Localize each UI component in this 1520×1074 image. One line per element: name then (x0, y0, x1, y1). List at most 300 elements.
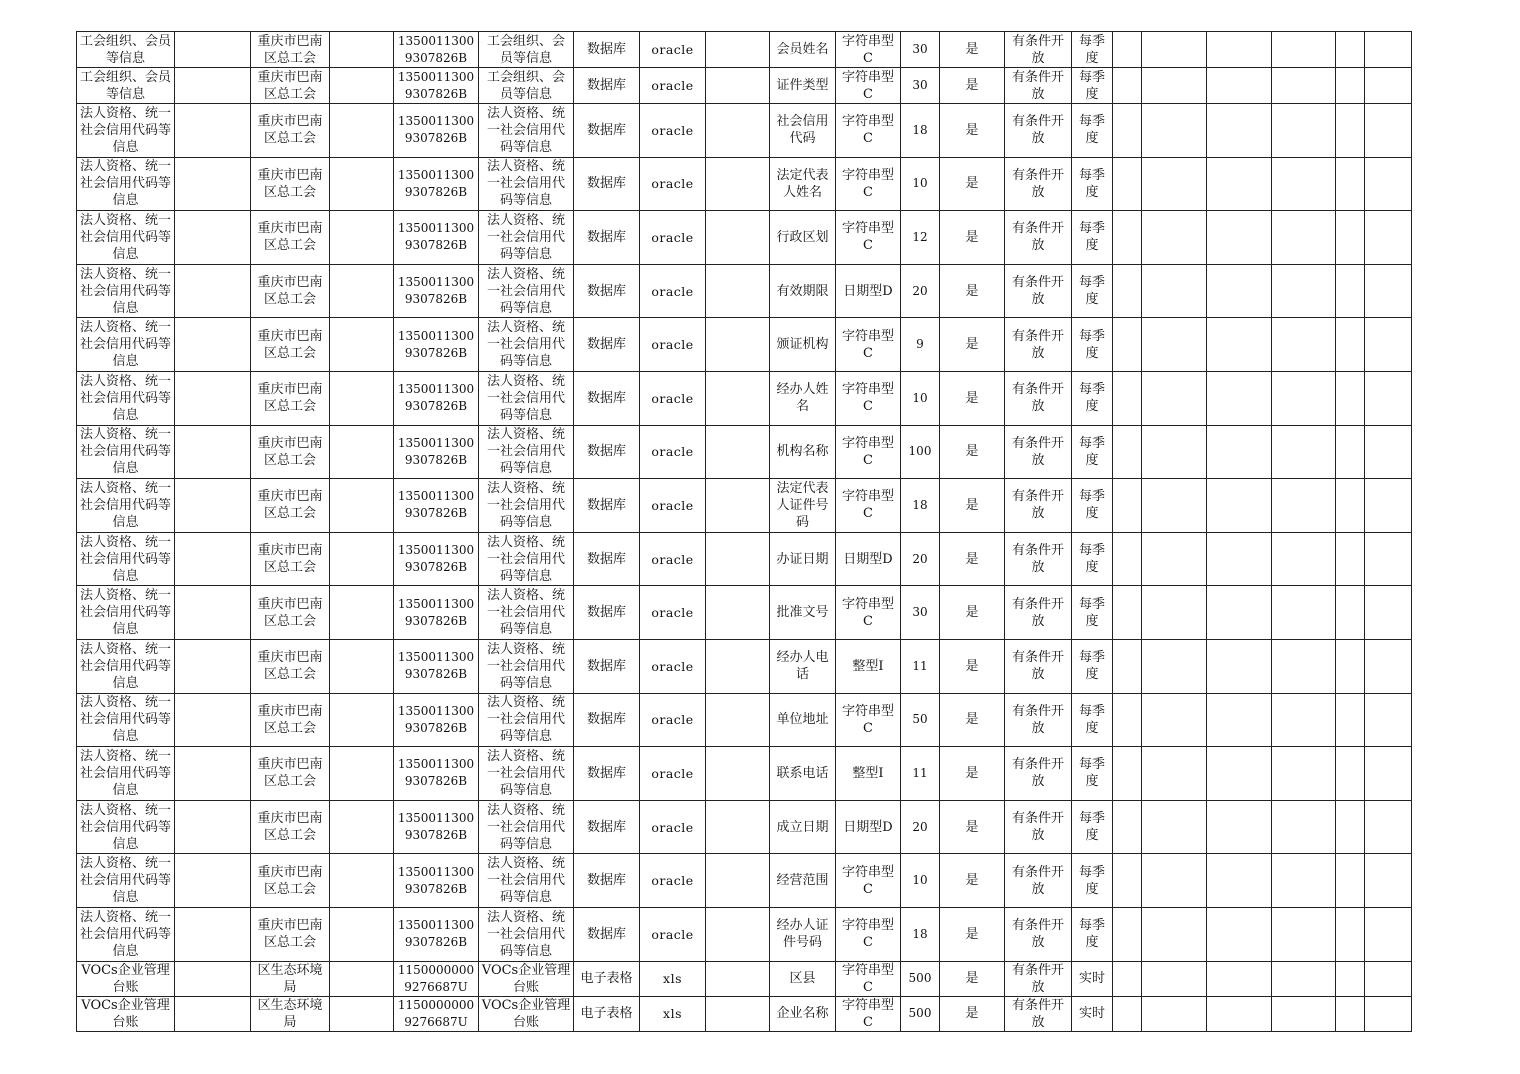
cell-col-blank-1 (175, 747, 251, 801)
cell-col-blank-1 (175, 586, 251, 640)
table-row (77, 425, 1412, 479)
cell-col-blank-5 (1142, 264, 1207, 318)
cell-col-blank-2 (330, 104, 394, 158)
cell-field-length: 18 (901, 104, 940, 158)
cell-info-item-name: 法人资格、统一社会信用代码等信息 (479, 479, 574, 533)
cell-col-blank-3 (706, 961, 770, 996)
cell-is-required: 是 (940, 800, 1005, 854)
cell-field-length: 18 (901, 479, 940, 533)
cell-org-code: 13500113009307826B (394, 800, 479, 854)
table-row (77, 747, 1412, 801)
cell-field-length: 11 (901, 747, 940, 801)
cell-resource-name: VOCs企业管理台账 (77, 996, 175, 1031)
cell-col-blank-7 (1272, 854, 1336, 908)
cell-field-length: 12 (901, 211, 940, 265)
cell-col-blank-3 (706, 479, 770, 533)
cell-col-blank-5 (1142, 639, 1207, 693)
cell-file-format: oracle (640, 532, 706, 586)
cell-field-name: 会员姓名 (770, 32, 836, 68)
cell-data-type: 整型I (836, 639, 901, 693)
cell-org-code: 13500113009307826B (394, 854, 479, 908)
cell-share-type: 有条件开放 (1005, 264, 1072, 318)
cell-col-blank-5 (1142, 157, 1207, 211)
cell-col-blank-1 (175, 211, 251, 265)
cell-col-blank-9 (1365, 693, 1412, 747)
cell-field-name: 社会信用代码 (770, 104, 836, 158)
cell-col-blank-1 (175, 371, 251, 425)
cell-col-blank-9 (1365, 68, 1412, 104)
cell-col-blank-4 (1113, 586, 1142, 640)
cell-storage-type: 数据库 (574, 907, 640, 961)
cell-field-name: 法定代表人证件号码 (770, 479, 836, 533)
table-row (77, 32, 1412, 68)
cell-data-type: 日期型D (836, 800, 901, 854)
cell-provider-dept: 重庆市巴南区总工会 (251, 747, 330, 801)
cell-col-blank-8 (1336, 747, 1365, 801)
table-row (77, 854, 1412, 908)
cell-file-format: xls (640, 961, 706, 996)
cell-provider-dept: 重庆市巴南区总工会 (251, 854, 330, 908)
cell-info-item-name: 法人资格、统一社会信用代码等信息 (479, 639, 574, 693)
cell-field-name: 行政区划 (770, 211, 836, 265)
cell-col-blank-9 (1365, 747, 1412, 801)
cell-field-length: 18 (901, 907, 940, 961)
cell-col-blank-1 (175, 68, 251, 104)
cell-provider-dept: 区生态环境局 (251, 996, 330, 1031)
cell-col-blank-3 (706, 157, 770, 211)
cell-col-blank-4 (1113, 157, 1142, 211)
cell-resource-name: 法人资格、统一社会信用代码等信息 (77, 854, 175, 908)
cell-field-name: 经办人证件号码 (770, 907, 836, 961)
data-table (76, 31, 1412, 1032)
cell-field-length: 50 (901, 693, 940, 747)
cell-storage-type: 数据库 (574, 32, 640, 68)
cell-data-type: 字符串型C (836, 104, 901, 158)
cell-col-blank-7 (1272, 32, 1336, 68)
cell-col-blank-7 (1272, 371, 1336, 425)
table-row (77, 68, 1412, 104)
cell-field-name: 经办人姓名 (770, 371, 836, 425)
cell-col-blank-5 (1142, 479, 1207, 533)
cell-provider-dept: 重庆市巴南区总工会 (251, 586, 330, 640)
cell-col-blank-6 (1207, 425, 1272, 479)
cell-col-blank-5 (1142, 104, 1207, 158)
cell-file-format: oracle (640, 479, 706, 533)
cell-col-blank-4 (1113, 479, 1142, 533)
cell-resource-name: 法人资格、统一社会信用代码等信息 (77, 747, 175, 801)
cell-col-blank-9 (1365, 907, 1412, 961)
cell-update-cycle: 每季度 (1072, 907, 1113, 961)
cell-share-type: 有条件开放 (1005, 532, 1072, 586)
cell-col-blank-9 (1365, 996, 1412, 1031)
cell-col-blank-1 (175, 157, 251, 211)
cell-col-blank-4 (1113, 425, 1142, 479)
cell-col-blank-7 (1272, 800, 1336, 854)
cell-col-blank-8 (1336, 693, 1365, 747)
cell-file-format: xls (640, 996, 706, 1031)
cell-col-blank-1 (175, 479, 251, 533)
cell-resource-name: 法人资格、统一社会信用代码等信息 (77, 532, 175, 586)
cell-file-format: oracle (640, 264, 706, 318)
cell-is-required: 是 (940, 318, 1005, 372)
cell-col-blank-9 (1365, 104, 1412, 158)
cell-col-blank-1 (175, 907, 251, 961)
cell-col-blank-8 (1336, 532, 1365, 586)
cell-share-type: 有条件开放 (1005, 800, 1072, 854)
cell-storage-type: 数据库 (574, 264, 640, 318)
cell-col-blank-2 (330, 264, 394, 318)
cell-col-blank-6 (1207, 211, 1272, 265)
cell-org-code: 11500000009276687U (394, 996, 479, 1031)
cell-update-cycle: 实时 (1072, 961, 1113, 996)
cell-col-blank-7 (1272, 211, 1336, 265)
cell-data-type: 日期型D (836, 264, 901, 318)
cell-info-item-name: 法人资格、统一社会信用代码等信息 (479, 371, 574, 425)
cell-field-length: 9 (901, 318, 940, 372)
cell-col-blank-7 (1272, 479, 1336, 533)
cell-field-name: 法定代表人姓名 (770, 157, 836, 211)
table-row (77, 996, 1412, 1031)
cell-col-blank-3 (706, 318, 770, 372)
cell-file-format: oracle (640, 68, 706, 104)
cell-file-format: oracle (640, 586, 706, 640)
cell-share-type: 有条件开放 (1005, 104, 1072, 158)
cell-field-length: 11 (901, 639, 940, 693)
cell-file-format: oracle (640, 371, 706, 425)
cell-data-type: 字符串型C (836, 907, 901, 961)
cell-storage-type: 数据库 (574, 211, 640, 265)
table-row (77, 318, 1412, 372)
cell-col-blank-2 (330, 639, 394, 693)
cell-col-blank-9 (1365, 211, 1412, 265)
cell-col-blank-8 (1336, 68, 1365, 104)
cell-col-blank-4 (1113, 318, 1142, 372)
cell-is-required: 是 (940, 425, 1005, 479)
cell-data-type: 字符串型C (836, 68, 901, 104)
cell-col-blank-7 (1272, 586, 1336, 640)
cell-col-blank-6 (1207, 854, 1272, 908)
cell-update-cycle: 每季度 (1072, 104, 1113, 158)
cell-data-type: 字符串型C (836, 211, 901, 265)
cell-update-cycle: 每季度 (1072, 479, 1113, 533)
cell-col-blank-2 (330, 532, 394, 586)
cell-share-type: 有条件开放 (1005, 639, 1072, 693)
cell-col-blank-6 (1207, 68, 1272, 104)
cell-field-length: 10 (901, 854, 940, 908)
cell-data-type: 字符串型C (836, 318, 901, 372)
cell-col-blank-8 (1336, 211, 1365, 265)
cell-field-length: 30 (901, 68, 940, 104)
cell-field-length: 100 (901, 425, 940, 479)
cell-data-type: 日期型D (836, 532, 901, 586)
cell-col-blank-2 (330, 425, 394, 479)
cell-org-code: 13500113009307826B (394, 425, 479, 479)
cell-data-type: 字符串型C (836, 961, 901, 996)
cell-col-blank-9 (1365, 961, 1412, 996)
cell-info-item-name: 工会组织、会员等信息 (479, 68, 574, 104)
cell-resource-name: 工会组织、会员等信息 (77, 32, 175, 68)
cell-col-blank-1 (175, 854, 251, 908)
cell-col-blank-6 (1207, 639, 1272, 693)
cell-col-blank-4 (1113, 32, 1142, 68)
cell-col-blank-2 (330, 747, 394, 801)
cell-field-name: 联系电话 (770, 747, 836, 801)
cell-share-type: 有条件开放 (1005, 586, 1072, 640)
cell-update-cycle: 每季度 (1072, 639, 1113, 693)
cell-col-blank-5 (1142, 586, 1207, 640)
cell-update-cycle: 实时 (1072, 996, 1113, 1031)
cell-col-blank-3 (706, 32, 770, 68)
cell-col-blank-5 (1142, 854, 1207, 908)
cell-resource-name: 法人资格、统一社会信用代码等信息 (77, 479, 175, 533)
cell-col-blank-4 (1113, 854, 1142, 908)
cell-update-cycle: 每季度 (1072, 854, 1113, 908)
cell-data-type: 字符串型C (836, 854, 901, 908)
cell-col-blank-8 (1336, 854, 1365, 908)
cell-col-blank-7 (1272, 157, 1336, 211)
cell-info-item-name: 法人资格、统一社会信用代码等信息 (479, 532, 574, 586)
cell-field-name: 批准文号 (770, 586, 836, 640)
table-row (77, 211, 1412, 265)
cell-org-code: 13500113009307826B (394, 211, 479, 265)
cell-col-blank-7 (1272, 747, 1336, 801)
cell-col-blank-9 (1365, 479, 1412, 533)
cell-col-blank-4 (1113, 68, 1142, 104)
cell-col-blank-5 (1142, 211, 1207, 265)
cell-col-blank-2 (330, 586, 394, 640)
cell-col-blank-9 (1365, 157, 1412, 211)
cell-resource-name: 法人资格、统一社会信用代码等信息 (77, 104, 175, 158)
cell-storage-type: 数据库 (574, 854, 640, 908)
cell-field-name: 有效期限 (770, 264, 836, 318)
cell-col-blank-4 (1113, 211, 1142, 265)
cell-col-blank-1 (175, 693, 251, 747)
cell-col-blank-1 (175, 264, 251, 318)
cell-col-blank-5 (1142, 907, 1207, 961)
cell-col-blank-4 (1113, 961, 1142, 996)
cell-is-required: 是 (940, 747, 1005, 801)
cell-col-blank-4 (1113, 907, 1142, 961)
table-row (77, 104, 1412, 158)
cell-col-blank-3 (706, 854, 770, 908)
cell-org-code: 13500113009307826B (394, 747, 479, 801)
cell-col-blank-6 (1207, 800, 1272, 854)
cell-col-blank-6 (1207, 961, 1272, 996)
cell-provider-dept: 重庆市巴南区总工会 (251, 32, 330, 68)
cell-col-blank-3 (706, 996, 770, 1031)
cell-is-required: 是 (940, 157, 1005, 211)
cell-data-type: 字符串型C (836, 586, 901, 640)
cell-info-item-name: 法人资格、统一社会信用代码等信息 (479, 318, 574, 372)
cell-field-name: 颁证机构 (770, 318, 836, 372)
cell-col-blank-7 (1272, 639, 1336, 693)
cell-field-name: 成立日期 (770, 800, 836, 854)
cell-col-blank-8 (1336, 800, 1365, 854)
cell-col-blank-7 (1272, 961, 1336, 996)
cell-resource-name: 工会组织、会员等信息 (77, 68, 175, 104)
cell-col-blank-3 (706, 425, 770, 479)
cell-storage-type: 数据库 (574, 371, 640, 425)
cell-share-type: 有条件开放 (1005, 157, 1072, 211)
cell-update-cycle: 每季度 (1072, 425, 1113, 479)
cell-provider-dept: 重庆市巴南区总工会 (251, 371, 330, 425)
cell-col-blank-8 (1336, 157, 1365, 211)
cell-is-required: 是 (940, 479, 1005, 533)
cell-resource-name: 法人资格、统一社会信用代码等信息 (77, 586, 175, 640)
cell-col-blank-2 (330, 157, 394, 211)
cell-provider-dept: 重庆市巴南区总工会 (251, 211, 330, 265)
cell-file-format: oracle (640, 318, 706, 372)
cell-file-format: oracle (640, 747, 706, 801)
cell-provider-dept: 重庆市巴南区总工会 (251, 639, 330, 693)
cell-col-blank-8 (1336, 371, 1365, 425)
cell-org-code: 13500113009307826B (394, 479, 479, 533)
cell-col-blank-4 (1113, 532, 1142, 586)
cell-share-type: 有条件开放 (1005, 907, 1072, 961)
table-row (77, 532, 1412, 586)
cell-file-format: oracle (640, 104, 706, 158)
cell-col-blank-5 (1142, 318, 1207, 372)
cell-col-blank-5 (1142, 32, 1207, 68)
cell-resource-name: 法人资格、统一社会信用代码等信息 (77, 639, 175, 693)
cell-col-blank-3 (706, 211, 770, 265)
cell-col-blank-7 (1272, 425, 1336, 479)
cell-col-blank-3 (706, 532, 770, 586)
cell-is-required: 是 (940, 907, 1005, 961)
cell-col-blank-9 (1365, 371, 1412, 425)
cell-col-blank-9 (1365, 639, 1412, 693)
cell-col-blank-9 (1365, 318, 1412, 372)
cell-is-required: 是 (940, 639, 1005, 693)
cell-col-blank-7 (1272, 68, 1336, 104)
cell-storage-type: 数据库 (574, 800, 640, 854)
cell-col-blank-2 (330, 211, 394, 265)
cell-storage-type: 数据库 (574, 157, 640, 211)
cell-share-type: 有条件开放 (1005, 425, 1072, 479)
cell-share-type: 有条件开放 (1005, 854, 1072, 908)
cell-provider-dept: 重庆市巴南区总工会 (251, 907, 330, 961)
cell-resource-name: 法人资格、统一社会信用代码等信息 (77, 800, 175, 854)
cell-provider-dept: 重庆市巴南区总工会 (251, 157, 330, 211)
cell-is-required: 是 (940, 693, 1005, 747)
cell-provider-dept: 重庆市巴南区总工会 (251, 104, 330, 158)
table-row (77, 693, 1412, 747)
cell-col-blank-5 (1142, 68, 1207, 104)
cell-storage-type: 数据库 (574, 104, 640, 158)
cell-provider-dept: 重庆市巴南区总工会 (251, 318, 330, 372)
cell-update-cycle: 每季度 (1072, 586, 1113, 640)
cell-is-required: 是 (940, 996, 1005, 1031)
cell-col-blank-6 (1207, 104, 1272, 158)
cell-col-blank-4 (1113, 639, 1142, 693)
cell-info-item-name: VOCs企业管理台账 (479, 996, 574, 1031)
cell-col-blank-4 (1113, 264, 1142, 318)
cell-info-item-name: 法人资格、统一社会信用代码等信息 (479, 264, 574, 318)
cell-provider-dept: 区生态环境局 (251, 961, 330, 996)
cell-storage-type: 数据库 (574, 586, 640, 640)
cell-col-blank-8 (1336, 32, 1365, 68)
cell-resource-name: 法人资格、统一社会信用代码等信息 (77, 264, 175, 318)
cell-share-type: 有条件开放 (1005, 371, 1072, 425)
cell-data-type: 字符串型C (836, 425, 901, 479)
cell-col-blank-8 (1336, 961, 1365, 996)
cell-col-blank-8 (1336, 264, 1365, 318)
cell-update-cycle: 每季度 (1072, 68, 1113, 104)
cell-col-blank-1 (175, 318, 251, 372)
cell-org-code: 13500113009307826B (394, 157, 479, 211)
cell-col-blank-1 (175, 639, 251, 693)
cell-col-blank-5 (1142, 693, 1207, 747)
cell-share-type: 有条件开放 (1005, 211, 1072, 265)
cell-is-required: 是 (940, 32, 1005, 68)
cell-col-blank-2 (330, 371, 394, 425)
cell-update-cycle: 每季度 (1072, 211, 1113, 265)
cell-storage-type: 数据库 (574, 425, 640, 479)
cell-provider-dept: 重庆市巴南区总工会 (251, 425, 330, 479)
cell-org-code: 13500113009307826B (394, 371, 479, 425)
cell-org-code: 13500113009307826B (394, 907, 479, 961)
cell-storage-type: 数据库 (574, 747, 640, 801)
cell-file-format: oracle (640, 907, 706, 961)
cell-col-blank-6 (1207, 693, 1272, 747)
cell-col-blank-1 (175, 32, 251, 68)
cell-is-required: 是 (940, 854, 1005, 908)
cell-org-code: 13500113009307826B (394, 693, 479, 747)
cell-col-blank-6 (1207, 532, 1272, 586)
cell-update-cycle: 每季度 (1072, 693, 1113, 747)
cell-is-required: 是 (940, 104, 1005, 158)
cell-info-item-name: VOCs企业管理台账 (479, 961, 574, 996)
cell-col-blank-4 (1113, 800, 1142, 854)
cell-col-blank-7 (1272, 532, 1336, 586)
table-row (77, 371, 1412, 425)
cell-storage-type: 电子表格 (574, 996, 640, 1031)
table-row (77, 800, 1412, 854)
cell-col-blank-3 (706, 586, 770, 640)
cell-col-blank-9 (1365, 800, 1412, 854)
table-row (77, 479, 1412, 533)
cell-storage-type: 电子表格 (574, 961, 640, 996)
cell-share-type: 有条件开放 (1005, 479, 1072, 533)
table-row (77, 157, 1412, 211)
cell-field-name: 单位地址 (770, 693, 836, 747)
cell-col-blank-6 (1207, 586, 1272, 640)
cell-col-blank-6 (1207, 747, 1272, 801)
cell-col-blank-6 (1207, 157, 1272, 211)
cell-share-type: 有条件开放 (1005, 996, 1072, 1031)
cell-col-blank-8 (1336, 318, 1365, 372)
cell-share-type: 有条件开放 (1005, 68, 1072, 104)
cell-field-name: 经办人电话 (770, 639, 836, 693)
cell-field-name: 机构名称 (770, 425, 836, 479)
cell-update-cycle: 每季度 (1072, 800, 1113, 854)
cell-update-cycle: 每季度 (1072, 532, 1113, 586)
cell-col-blank-1 (175, 425, 251, 479)
cell-data-type: 字符串型C (836, 32, 901, 68)
cell-col-blank-2 (330, 693, 394, 747)
cell-info-item-name: 法人资格、统一社会信用代码等信息 (479, 425, 574, 479)
cell-col-blank-2 (330, 854, 394, 908)
cell-storage-type: 数据库 (574, 318, 640, 372)
cell-share-type: 有条件开放 (1005, 318, 1072, 372)
cell-col-blank-8 (1336, 639, 1365, 693)
cell-field-length: 20 (901, 800, 940, 854)
cell-provider-dept: 重庆市巴南区总工会 (251, 532, 330, 586)
cell-data-type: 字符串型C (836, 693, 901, 747)
cell-share-type: 有条件开放 (1005, 961, 1072, 996)
cell-col-blank-6 (1207, 318, 1272, 372)
cell-storage-type: 数据库 (574, 639, 640, 693)
